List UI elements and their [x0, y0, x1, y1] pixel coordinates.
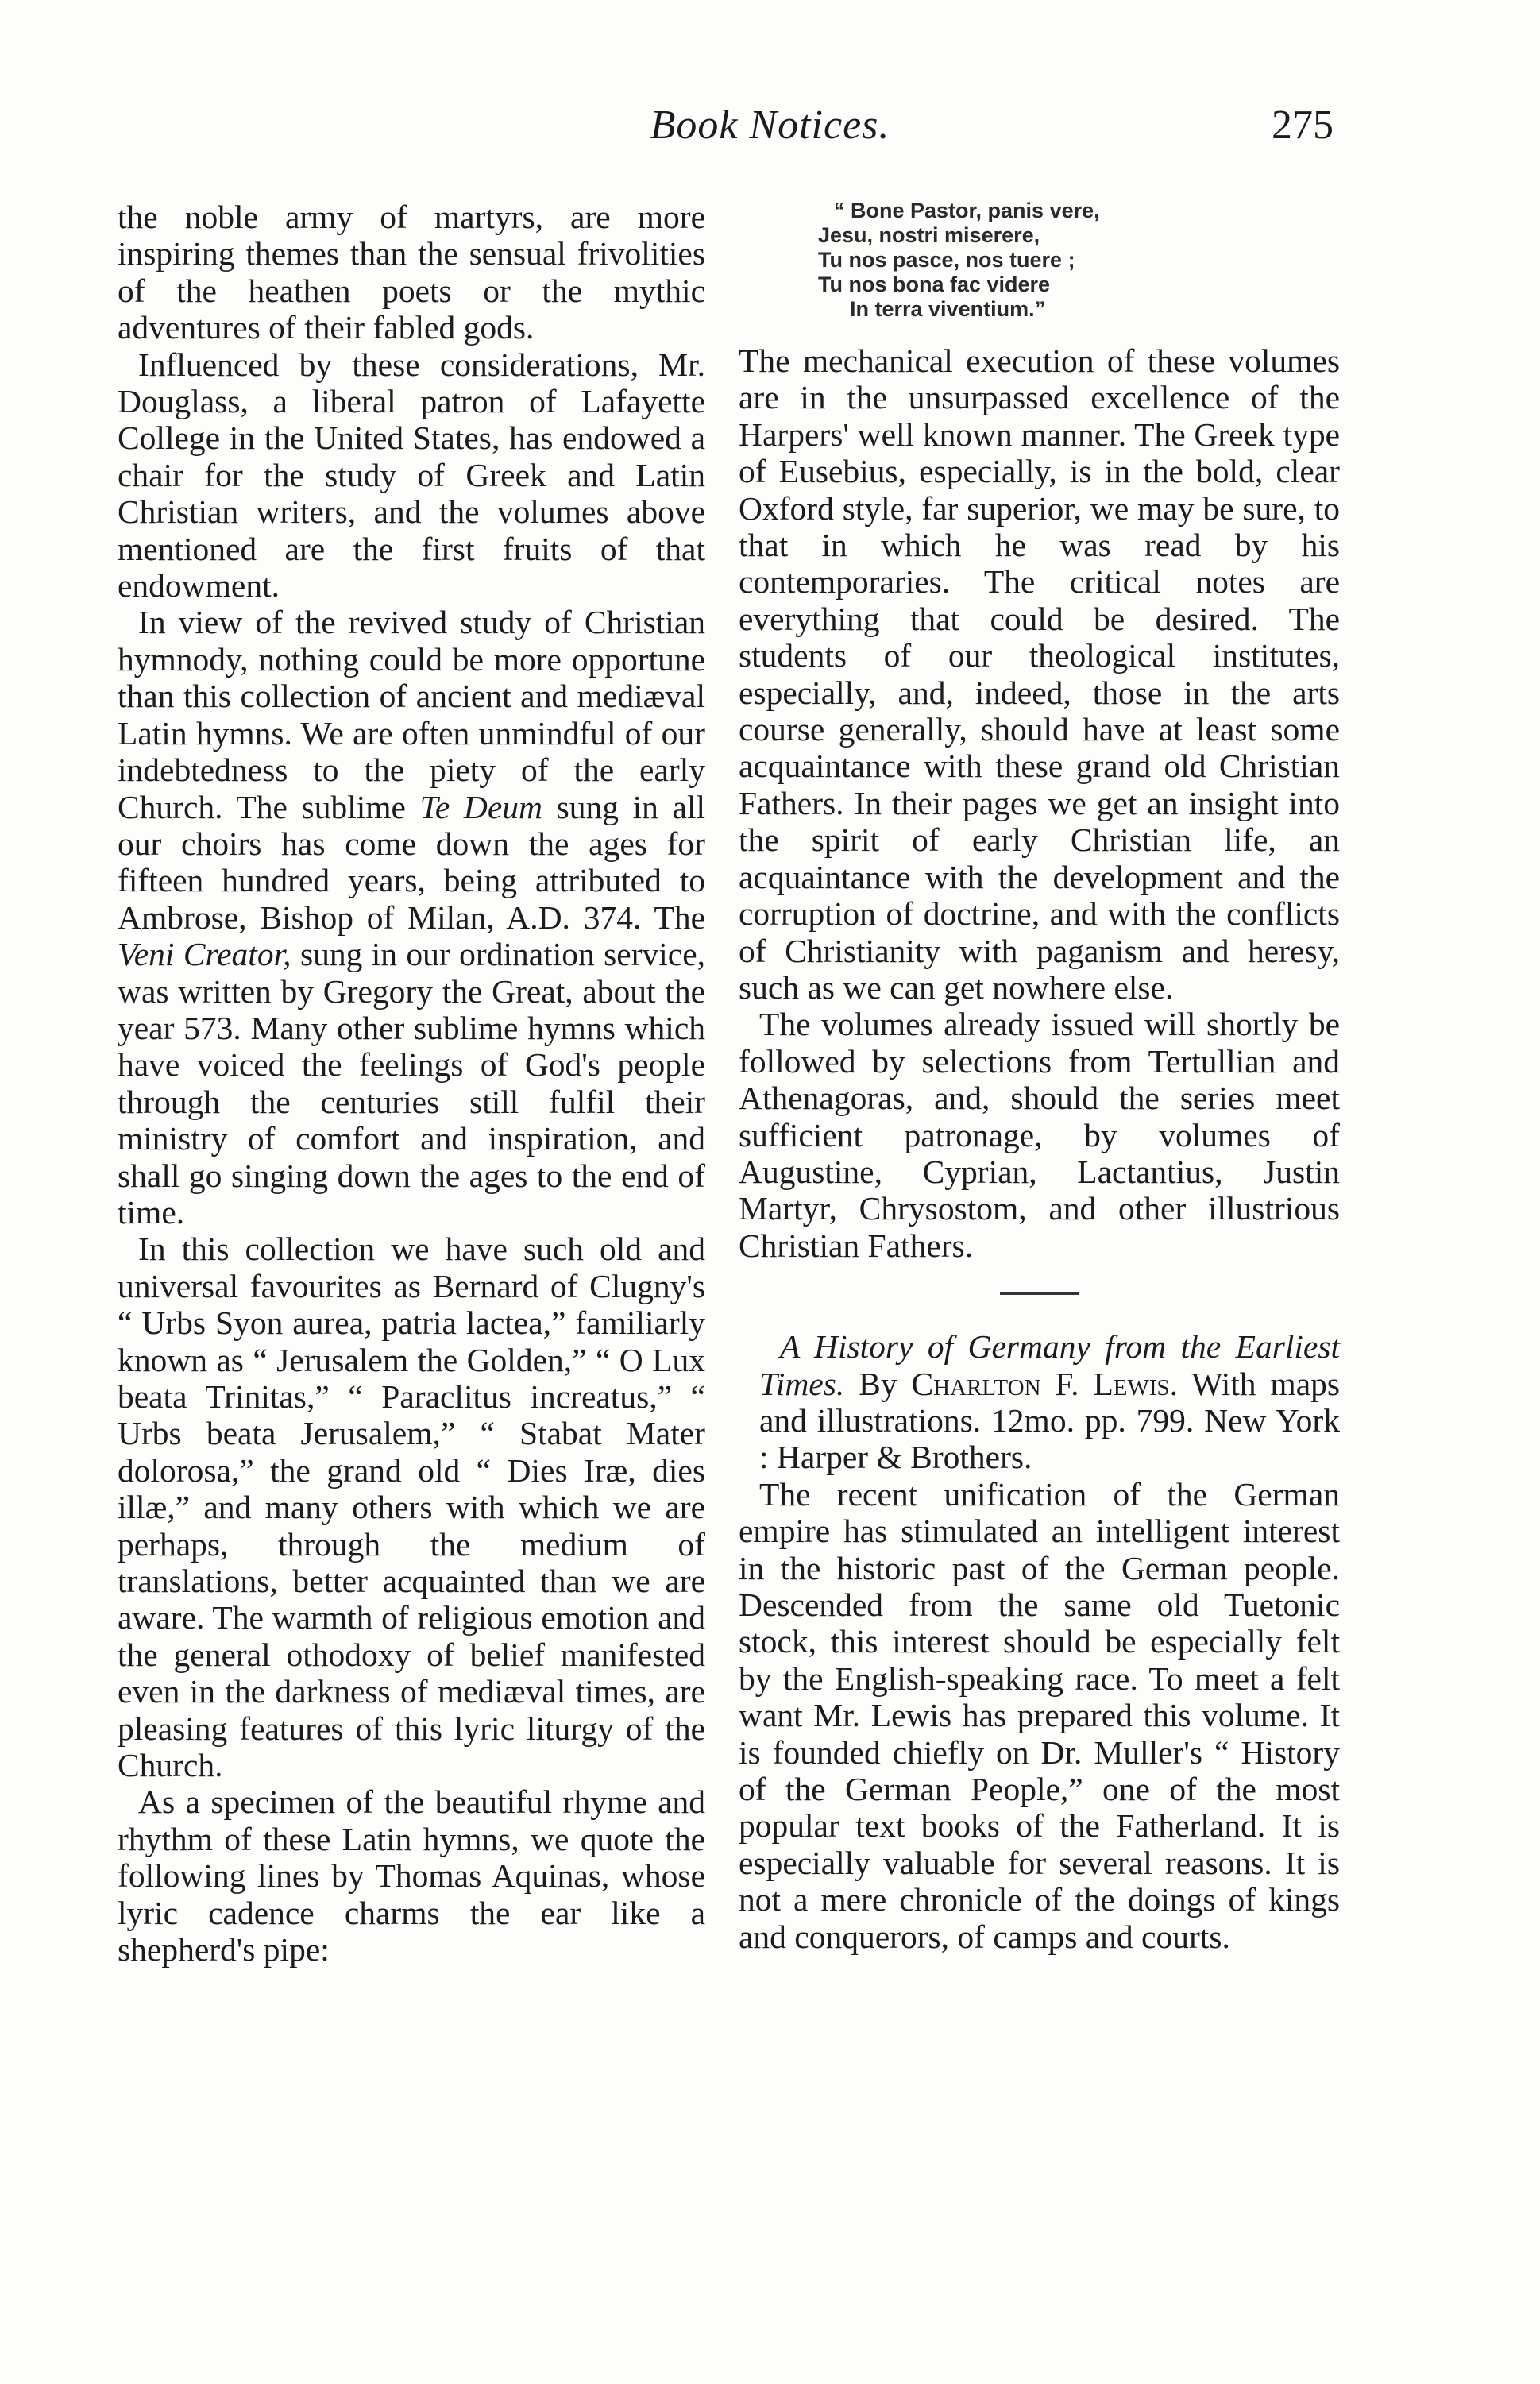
page-header — [0, 102, 1540, 165]
hymn-quotation — [739, 199, 1340, 322]
hymn-line: “ Bone Pastor, panis vere, — [834, 199, 1100, 222]
paragraph-collection-favourites: In this collection we have such old and universal favourites as Bernard of Clugny's “ Urbs Syon aurea, patria lactea,” familiarly known as “ Jerusalem the Golden,” “ O Lux beata Trinitas,” “ Paraclitus increatus,” “ Urbs beata Jerusalem,” “ Stabat Mater dolorosa,” the grand old “ Dies Iræ, dies illæ,” and many others with which we are perhaps, through the medium of translations, better acquainted than we are aware. The warmth of religious emotion and the general othodoxy of belief manifested even in the darkness of mediæval times, are pleasing features of this lyric liturgy of the Church. — [118, 1231, 705, 1784]
paragraph-german-history: The recent unification of the German empire has stimulated an intelligent interest in the historic past of the German people. Descended from the same old Tuetonic stock, this interest should be especially felt by the English-speaking race. To meet a felt want Mr. Lewis has prepared this volume. It is founded chiefly on Dr. Muller's “ History of the German People,” one of the most popular text books of the Fatherland. It is especially valuable for several reasons. It is not a mere chronicle of the doings of kings and conquerors, of camps and courts. — [739, 1475, 1340, 1955]
page-number: 275 — [1272, 102, 1334, 148]
review-heading — [739, 1328, 1340, 1476]
review-by: By — [859, 1365, 897, 1402]
veni-creator-title: Veni Creator, — [118, 936, 291, 973]
paragraph-douglass-chair: Influenced by these considerations, Mr. Douglass, a liberal patron of Lafayette College in the United States, has endowed a chair for the study of Greek and Latin Christian writers, and the volumes above mentioned are the first fruits of that endowment. — [118, 346, 705, 605]
hymn-line: In terra viventium.” — [850, 297, 1046, 321]
running-title: Book Notices. — [650, 102, 890, 148]
paragraph-martyrs: the noble army of martyrs, are more inspiring themes than the sensual frivolities of the heathen poets or the mythic adventures of their fabled gods. — [118, 199, 705, 346]
paragraph-christian-hymnody — [118, 604, 705, 1231]
hymn-line: Jesu, nostri miserere, — [818, 223, 1040, 247]
review-publication-details: With maps and illustrations. 12mo. pp. 799. New York : Harper & Brothers. — [759, 1365, 1341, 1476]
hymn-line: Tu nos bona fac videre — [818, 272, 1051, 296]
paragraph-specimen-intro: As a specimen of the beautiful rhyme and rhythm of these Latin hymns, we quote the following lines by Thomas Aquinas, whose lyric cadence charms the ear like a shepherd's pipe: — [118, 1783, 705, 1969]
hymnody-text-a: In view of the revived study of Christian hymnody, nothing could be more opportune than this collection of ancient and mediæval Latin hymns. We are often unmindful of our indebtedness to the piety of the early Church. The sublime — [118, 604, 705, 825]
section-divider — [1000, 1292, 1079, 1295]
review-author: Charlton F. Lewis. — [911, 1365, 1179, 1402]
right-column — [739, 199, 1340, 1955]
hymnody-text-b: sung in all our choirs has come down the ages for fifteen hundred years, being attributed to Ambrose, Bishop of Milan, A.D. 374. The — [118, 788, 706, 936]
te-deum-title: Te Deum — [419, 788, 542, 825]
review-book-title: A History of Germany from the Earliest Times. — [759, 1328, 1340, 1402]
paragraph-future-volumes: The volumes already issued will shortly be followed by selections from Tertullian and Athenagoras, and, should the series meet sufficient patronage, by volumes of Augustine, Cyprian, Lactantius, Justin Martyr, Chrysostom, and other illustrious Christian Fathers. — [739, 1006, 1340, 1264]
paragraph-mechanical-execution: The mechanical execution of these volumes are in the unsurpassed excellence of the Harpers' well known manner. The Greek type of Eusebius, especially, is in the bold, clear Oxford style, far superior, we may be sure, to that in which he was read by his contemporaries. The critical notes are everything that could be desired. The students of our theological institutes, especially, and, indeed, those in the arts course generally, should have at least some acquaintance with these grand old Christian Fathers. In their pages we get an insight into the spirit of early Christian life, an acquaintance with the development and the corruption of doctrine, and with the conflicts of Christianity with paganism and heresy, such as we can get nowhere else. — [739, 342, 1340, 1006]
left-column — [118, 199, 705, 1969]
hymnody-text-c: sung in our ordination service, was written by Gregory the Great, about the year 573. Many other sublime hymns which have voiced the feelings of God's people through the centuries still fulfil their ministry of comfort and inspiration, and shall go singing down the ages to the end of time. — [118, 936, 706, 1231]
hymn-line: Tu nos pasce, nos tuere ; — [818, 248, 1075, 272]
